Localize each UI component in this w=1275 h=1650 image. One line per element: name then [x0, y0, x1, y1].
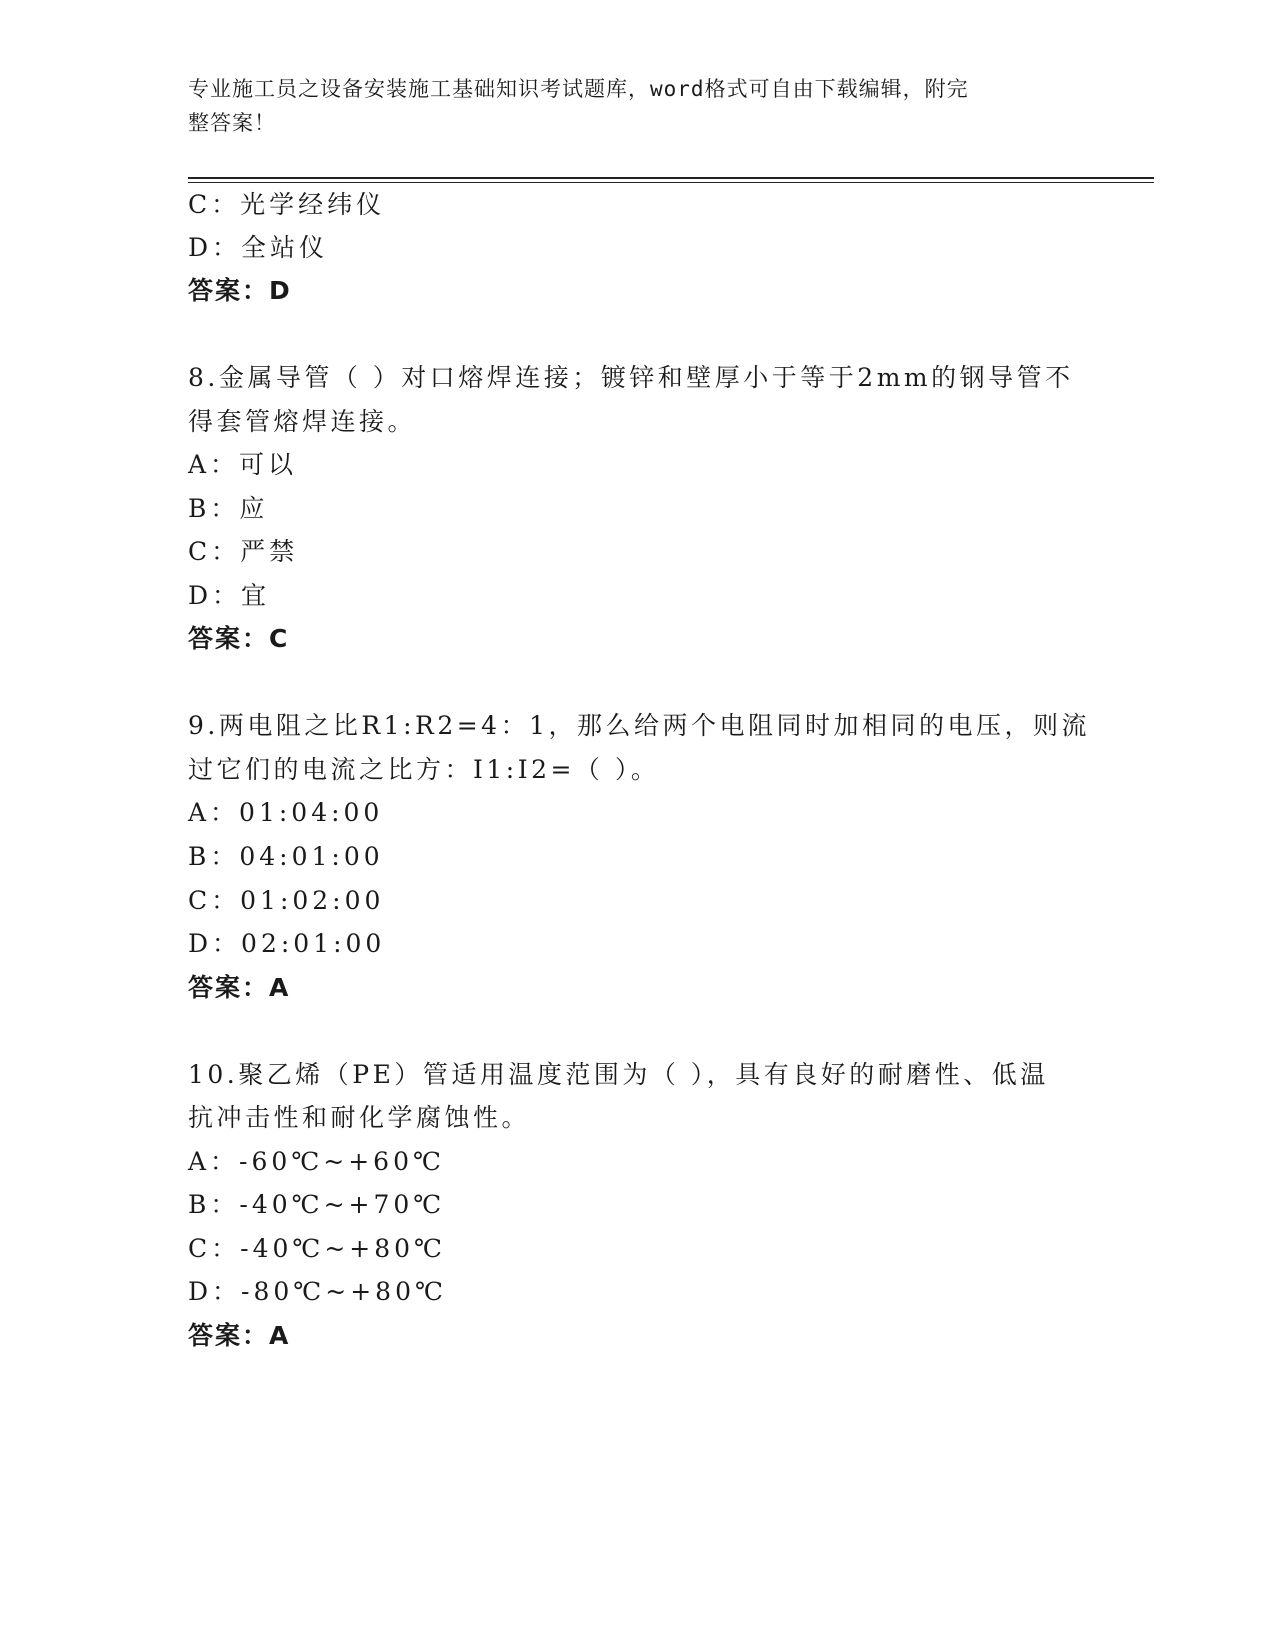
q8-stem-line-1: 8.金属导管（ ）对口熔焊连接；镀锌和壁厚小于等于2mm的钢导管不 — [188, 363, 1074, 392]
q9-answer: 答案：A — [188, 973, 291, 1002]
q10-option-d: D：-80℃~+80℃ — [188, 1277, 447, 1306]
q8-option-d: D：宜 — [188, 581, 271, 610]
q10-option-a: A：-60℃~+60℃ — [188, 1147, 445, 1176]
header-divider-thick — [188, 177, 1154, 179]
document-header — [188, 72, 1068, 140]
q7-answer: 答案：D — [188, 276, 292, 305]
q9-option-a: A：01:04:00 — [188, 798, 384, 827]
header-line-2: 整答案！ — [188, 111, 276, 135]
q10-option-b: B：-40℃~+70℃ — [188, 1190, 446, 1219]
q9-stem-line-2: 过它们的电流之比方：I1:I2=（ ）。 — [188, 755, 660, 784]
q7-option-c: C：光学经纬仪 — [188, 190, 386, 219]
q8-stem-line-2: 得套管熔焊连接。 — [188, 407, 417, 436]
q9-option-d: D：02:01:00 — [188, 929, 386, 958]
q9-stem-line-1: 9.两电阻之比R1:R2=4：1，那么给两个电阻同时加相同的电压，则流 — [188, 711, 1090, 740]
q10-stem-line-1: 10.聚乙烯（PE）管适用温度范围为（ ），具有良好的耐磨性、低温 — [188, 1060, 1049, 1089]
q8-option-c: C：严禁 — [188, 537, 299, 566]
q10-answer: 答案：A — [188, 1321, 291, 1350]
q9-option-b: B：04:01:00 — [188, 842, 384, 871]
q7-option-d: D：全站仪 — [188, 233, 329, 262]
q8-answer: 答案：C — [188, 624, 290, 653]
q10-option-c: C：-40℃~+80℃ — [188, 1234, 447, 1263]
q8-option-a: A：可以 — [188, 450, 298, 479]
q10-stem-line-2: 抗冲击性和耐化学腐蚀性。 — [188, 1103, 531, 1132]
q9-option-c: C：01:02:00 — [188, 886, 385, 915]
header-line-1: 专业施工员之设备安装施工基础知识考试题库，word格式可自由下载编辑，附完 — [188, 77, 969, 101]
header-divider-thin — [188, 182, 1154, 183]
q8-option-b: B：应 — [188, 494, 269, 523]
